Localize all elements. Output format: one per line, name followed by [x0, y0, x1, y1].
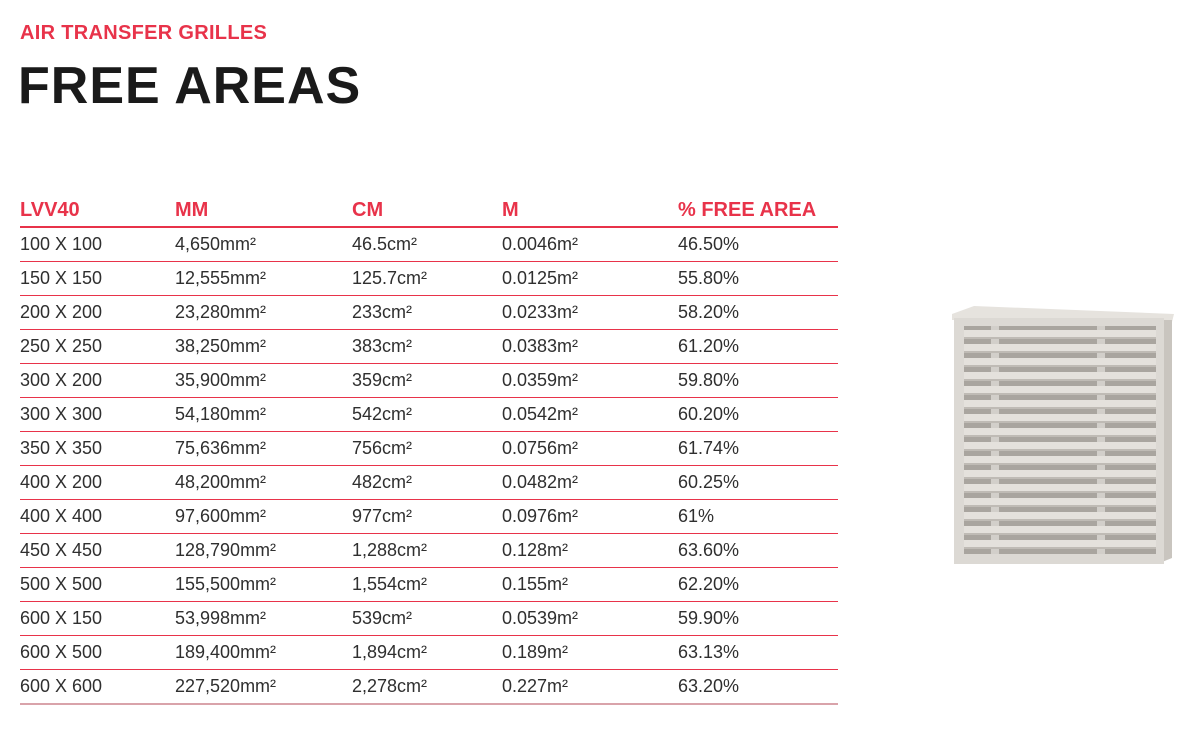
- cell-cm: 1,554cm²: [352, 568, 502, 602]
- cell-model: 600 X 150: [20, 602, 175, 636]
- cell-m: 0.0125m²: [502, 262, 678, 296]
- cell-cm: 46.5cm²: [352, 227, 502, 262]
- table-row: [20, 432, 838, 466]
- cell-mm: 75,636mm²: [175, 432, 352, 466]
- table-row: [20, 466, 838, 500]
- cell-model: 300 X 200: [20, 364, 175, 398]
- table-body: [20, 227, 838, 704]
- cell-model: 350 X 350: [20, 432, 175, 466]
- cell-mm: 38,250mm²: [175, 330, 352, 364]
- cell-free-area: 59.80%: [678, 364, 838, 398]
- cell-m: 0.189m²: [502, 636, 678, 670]
- cell-free-area: 60.20%: [678, 398, 838, 432]
- cell-model: 250 X 250: [20, 330, 175, 364]
- cell-cm: 1,288cm²: [352, 534, 502, 568]
- cell-model: 150 X 150: [20, 262, 175, 296]
- column-header-free-area: % FREE AREA: [678, 194, 838, 227]
- cell-mm: 54,180mm²: [175, 398, 352, 432]
- cell-m: 0.0359m²: [502, 364, 678, 398]
- table-header-row: [20, 194, 838, 227]
- table-row: [20, 262, 838, 296]
- cell-cm: 383cm²: [352, 330, 502, 364]
- cell-m: 0.0482m²: [502, 466, 678, 500]
- cell-model: 400 X 400: [20, 500, 175, 534]
- cell-free-area: 55.80%: [678, 262, 838, 296]
- cell-m: 0.227m²: [502, 670, 678, 705]
- table-row: [20, 364, 838, 398]
- cell-free-area: 59.90%: [678, 602, 838, 636]
- table-row: [20, 227, 838, 262]
- table-row: [20, 534, 838, 568]
- cell-m: 0.0046m²: [502, 227, 678, 262]
- cell-mm: 189,400mm²: [175, 636, 352, 670]
- free-area-table: [20, 194, 838, 705]
- cell-free-area: 58.20%: [678, 296, 838, 330]
- cell-mm: 155,500mm²: [175, 568, 352, 602]
- table-row: [20, 296, 838, 330]
- cell-m: 0.0233m²: [502, 296, 678, 330]
- cell-model: 200 X 200: [20, 296, 175, 330]
- cell-mm: 4,650mm²: [175, 227, 352, 262]
- cell-mm: 12,555mm²: [175, 262, 352, 296]
- cell-model: 100 X 100: [20, 227, 175, 262]
- page-title: FREE AREAS: [18, 57, 362, 115]
- column-header-m: M: [502, 194, 678, 227]
- cell-model: 400 X 200: [20, 466, 175, 500]
- cell-mm: 227,520mm²: [175, 670, 352, 705]
- air-transfer-grille-image: [944, 300, 1176, 572]
- cell-m: 0.0542m²: [502, 398, 678, 432]
- cell-model: 600 X 600: [20, 670, 175, 705]
- column-header-model: LVV40: [20, 194, 175, 227]
- cell-model: 600 X 500: [20, 636, 175, 670]
- cell-cm: 482cm²: [352, 466, 502, 500]
- cell-free-area: 62.20%: [678, 568, 838, 602]
- cell-free-area: 63.13%: [678, 636, 838, 670]
- cell-model: 450 X 450: [20, 534, 175, 568]
- cell-mm: 97,600mm²: [175, 500, 352, 534]
- table-row: [20, 330, 838, 364]
- cell-model: 500 X 500: [20, 568, 175, 602]
- cell-free-area: 61%: [678, 500, 838, 534]
- cell-m: 0.155m²: [502, 568, 678, 602]
- cell-cm: 2,278cm²: [352, 670, 502, 705]
- cell-mm: 35,900mm²: [175, 364, 352, 398]
- cell-free-area: 61.20%: [678, 330, 838, 364]
- column-header-cm: CM: [352, 194, 502, 227]
- table-row: [20, 670, 838, 705]
- cell-m: 0.0976m²: [502, 500, 678, 534]
- cell-m: 0.0756m²: [502, 432, 678, 466]
- table-row: [20, 568, 838, 602]
- cell-m: 0.0383m²: [502, 330, 678, 364]
- cell-cm: 539cm²: [352, 602, 502, 636]
- cell-cm: 1,894cm²: [352, 636, 502, 670]
- cell-m: 0.128m²: [502, 534, 678, 568]
- table-row: [20, 398, 838, 432]
- cell-free-area: 63.20%: [678, 670, 838, 705]
- cell-free-area: 63.60%: [678, 534, 838, 568]
- cell-cm: 542cm²: [352, 398, 502, 432]
- section-subtitle: AIR TRANSFER GRILLES: [20, 22, 268, 44]
- table-row: [20, 602, 838, 636]
- cell-mm: 48,200mm²: [175, 466, 352, 500]
- cell-cm: 359cm²: [352, 364, 502, 398]
- cell-cm: 756cm²: [352, 432, 502, 466]
- cell-mm: 23,280mm²: [175, 296, 352, 330]
- column-header-mm: MM: [175, 194, 352, 227]
- cell-free-area: 46.50%: [678, 227, 838, 262]
- cell-free-area: 60.25%: [678, 466, 838, 500]
- cell-free-area: 61.74%: [678, 432, 838, 466]
- table-row: [20, 636, 838, 670]
- cell-mm: 53,998mm²: [175, 602, 352, 636]
- table-row: [20, 500, 838, 534]
- cell-cm: 977cm²: [352, 500, 502, 534]
- free-area-table-container: [20, 194, 838, 705]
- cell-mm: 128,790mm²: [175, 534, 352, 568]
- cell-model: 300 X 300: [20, 398, 175, 432]
- cell-cm: 233cm²: [352, 296, 502, 330]
- cell-m: 0.0539m²: [502, 602, 678, 636]
- cell-cm: 125.7cm²: [352, 262, 502, 296]
